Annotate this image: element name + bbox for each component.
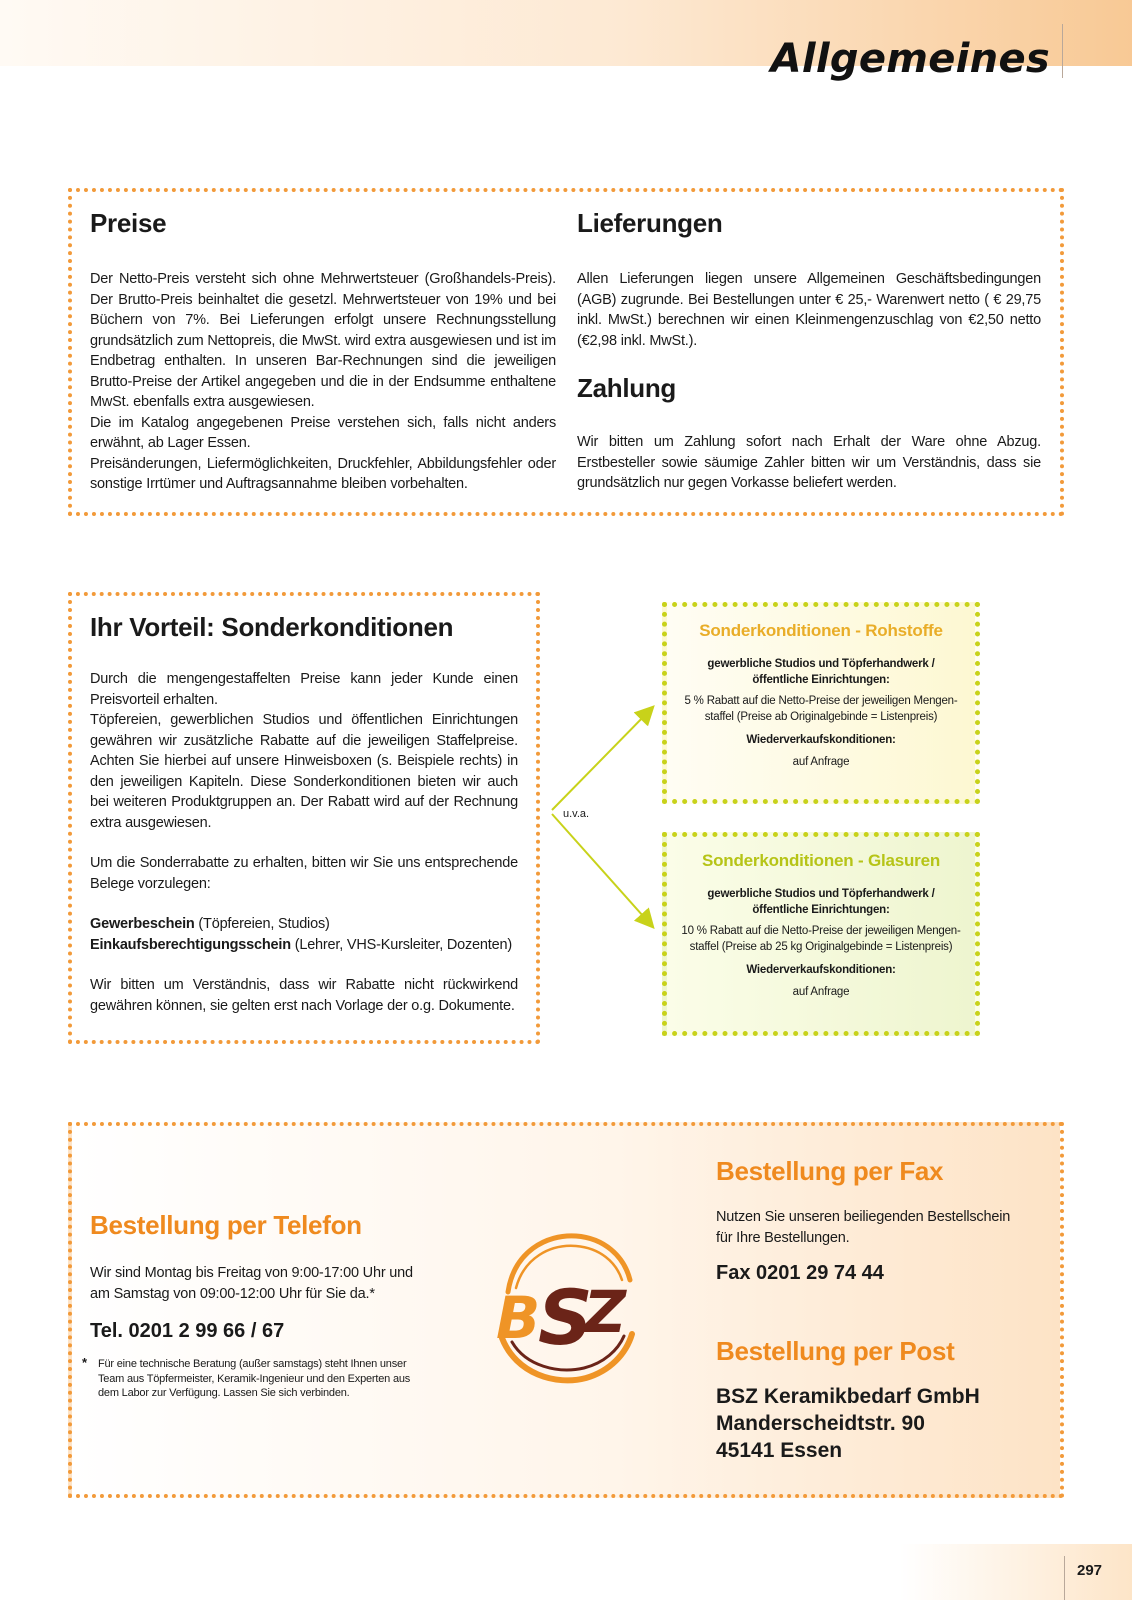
- preise-text-3: Preisänderungen, Liefermöglichkeiten, Druckfehler, Abbildungsfehler oder sonstige Irrtümer und Auftragsannahme bleiben vorbehalten.: [90, 455, 556, 492]
- arrows-diagram: [540, 690, 670, 940]
- sk-glasuren-box: [662, 832, 980, 1036]
- sk-rohstoffe-line3: 5 % Rabatt auf die Netto-Preise der jeweiligen Mengen-: [684, 695, 958, 707]
- sk-glasuren-line5: Wiederverkaufskonditionen:: [746, 964, 896, 976]
- sk-glasuren-title: Sonderkonditionen - Glasuren: [701, 851, 941, 870]
- telefon-number: Tel. 0201 2 99 66 / 67: [90, 1320, 285, 1342]
- post-heading: Bestellung per Post: [716, 1336, 955, 1366]
- sk-rohstoffe-line6: auf Anfrage: [792, 755, 850, 768]
- sk-glasuren-line1: gewerbliche Studios und Töpferhandwerk /: [707, 888, 935, 900]
- arrow-to-rohstoffe: [552, 708, 652, 810]
- vorteil-text-2: Töpfereien, gewerblichen Studios und öffentlichen Einrichtungen gewähren wir zusätzliche Rabatte auf die jeweiligen Staffelpreise. Achten Sie hierbei auf unsere Hinweisboxen (s. Beispiele rechts) in den jeweiligen Kapiteln. Diese Sonderkonditionen bieten wir auch bei weiteren Produktgruppen an. Der Rabatt wird auf der Rechnung extra ausgewiesen.: [90, 712, 518, 831]
- fax-number: Fax 0201 29 74 44: [716, 1262, 884, 1284]
- footnote-line1: Für eine technische Beratung (außer samstags) steht Ihnen unser: [98, 1358, 407, 1370]
- doc-gewerbeschein-label: Gewerbeschein: [90, 916, 195, 932]
- header-divider: [1062, 24, 1063, 78]
- telefon-section: [82, 1210, 450, 1401]
- sk-rohstoffe-box: [662, 602, 980, 804]
- fax-heading: Bestellung per Fax: [716, 1156, 944, 1186]
- doc-einkaufsschein-label: Einkaufsberechtigungsschein: [90, 936, 291, 953]
- post-city: 45141 Essen: [716, 1439, 843, 1462]
- arrow-to-glasuren: [552, 814, 652, 926]
- preise-text-1: Der Netto-Preis versteht sich ohne Mehrwertsteuer (Großhandels-Preis). Der Brutto-Preis beinhaltet die gesetzl. Mehrwertsteuer von 19% und bei Büchern von 7%. Bei Lieferungen erfolgt unsere Rechnungsstellung grundsätzlich zum Nettopreis, die MwSt. wird extra ausgewiesen und ist im Endbetrag enthalten. In unseren Bar-Rechnungen sind die jeweiligen Brutto-Preise der Artikel angegeben und die in der Endsumme enthaltene MwSt. ebenfalls extra ausgewiesen.: [90, 271, 556, 410]
- vorteil-heading: Ihr Vorteil: Sonderkonditionen: [90, 612, 454, 642]
- lieferungen-text: Allen Lieferungen liegen unsere Allgemeinen Geschäftsbedingungen (AGB) zugrunde. Bei Bestellungen unter € 25,- Warenwert netto ( € 29,75 inkl. MwSt.) berechnen wir einen Kleinmengenzuschlag von €2,50 netto (€2,98 inkl. MwSt.).: [577, 271, 1041, 349]
- zahlung-text: Wir bitten um Zahlung sofort nach Erhalt der Ware ohne Abzug. Erstbesteller sowie säumige Zahler bitten wir um Verständnis, dass sie grundsätzlich nur gegen Vorkasse beliefert werden.: [577, 434, 1041, 491]
- preise-heading: Preise: [90, 208, 167, 238]
- telefon-line2: am Samstag von 09:00-12:00 Uhr für Sie da.*: [90, 1285, 375, 1302]
- sk-rohstoffe-line1: gewerbliche Studios und Töpferhandwerk /: [707, 658, 935, 670]
- sk-glasuren-line3: 10 % Rabatt auf die Netto-Preise der jeweiligen Mengen-: [681, 925, 961, 937]
- page-number: 297: [1077, 1562, 1103, 1579]
- fax-line2: für Ihre Bestellungen.: [716, 1229, 850, 1246]
- doc-gewerbeschein: [90, 914, 518, 935]
- doc-gewerbeschein-detail: (Töpfereien, Studios): [194, 916, 330, 932]
- vorteil-text-4: Wir bitten um Verständnis, dass wir Rabatte nicht rückwirkend gewähren können, sie gelten erst nach Vorlage der o.g. Dokumente.: [90, 977, 518, 1014]
- lieferungen-section: [577, 208, 1041, 494]
- zahlung-heading: Zahlung: [577, 373, 676, 403]
- logo-letter-z: Z: [584, 1278, 627, 1346]
- footnote-line2: Team aus Töpfermeister, Keramik-Ingenieur und den Experten aus: [98, 1372, 411, 1385]
- telefon-line1: Wir sind Montag bis Freitag von 9:00-17:00 Uhr und: [90, 1265, 413, 1281]
- lieferungen-heading: Lieferungen: [577, 208, 723, 238]
- logo-letter-b: B: [496, 1284, 541, 1352]
- uva-label: u.v.a.: [563, 808, 590, 820]
- sk-rohstoffe-line4: staffel (Preise ab Originalgebinde = Listenpreis): [704, 710, 938, 723]
- page-title: Allgemeines: [770, 36, 1050, 82]
- footnote-star: *: [82, 1355, 88, 1370]
- preise-section: [90, 208, 556, 495]
- fax-line1: Nutzen Sie unseren beiliegenden Bestellschein: [716, 1209, 1011, 1225]
- telefon-footnote: [82, 1355, 450, 1401]
- doc-einkaufsschein: [90, 935, 518, 956]
- fax-section: [716, 1156, 1046, 1285]
- logo-letter-s: S: [538, 1273, 593, 1362]
- post-street: Manderscheidtstr. 90: [716, 1412, 925, 1435]
- sk-glasuren-line4: staffel (Preise ab 25 kg Originalgebinde = Listenpreis): [689, 940, 953, 953]
- vorteil-text-1: Durch die mengengestaffelten Preise kann jeder Kunde einen Preisvorteil erhalten.: [90, 671, 518, 708]
- sk-rohstoffe-title: Sonderkonditionen - Rohstoffe: [699, 621, 943, 640]
- post-company: BSZ Keramikbedarf GmbH: [716, 1385, 980, 1408]
- vorteil-section: [90, 612, 518, 1016]
- bsz-logo: [492, 1226, 640, 1388]
- sk-glasuren-line2: öffentliche Einrichtungen:: [752, 903, 890, 916]
- vorteil-text-3: Um die Sonderrabatte zu erhalten, bitten wir Sie uns entsprechende Belege vorzulegen:: [90, 855, 518, 892]
- preise-text-2: Die im Katalog angegebenen Preise verstehen sich, falls nicht anders erwähnt, ab Lager Essen.: [90, 414, 556, 451]
- sk-rohstoffe-line5: Wiederverkaufskonditionen:: [746, 734, 896, 746]
- sk-glasuren-line6: auf Anfrage: [792, 985, 850, 998]
- post-section: [716, 1336, 1046, 1464]
- telefon-heading: Bestellung per Telefon: [90, 1210, 362, 1240]
- sk-rohstoffe-line2: öffentliche Einrichtungen:: [752, 673, 890, 686]
- footer-divider: [1064, 1556, 1065, 1600]
- footnote-line3: dem Labor zur Verfügung. Lassen Sie sich verbinden.: [98, 1387, 350, 1399]
- doc-einkaufsschein-detail: (Lehrer, VHS-Kursleiter, Dozenten): [290, 936, 512, 953]
